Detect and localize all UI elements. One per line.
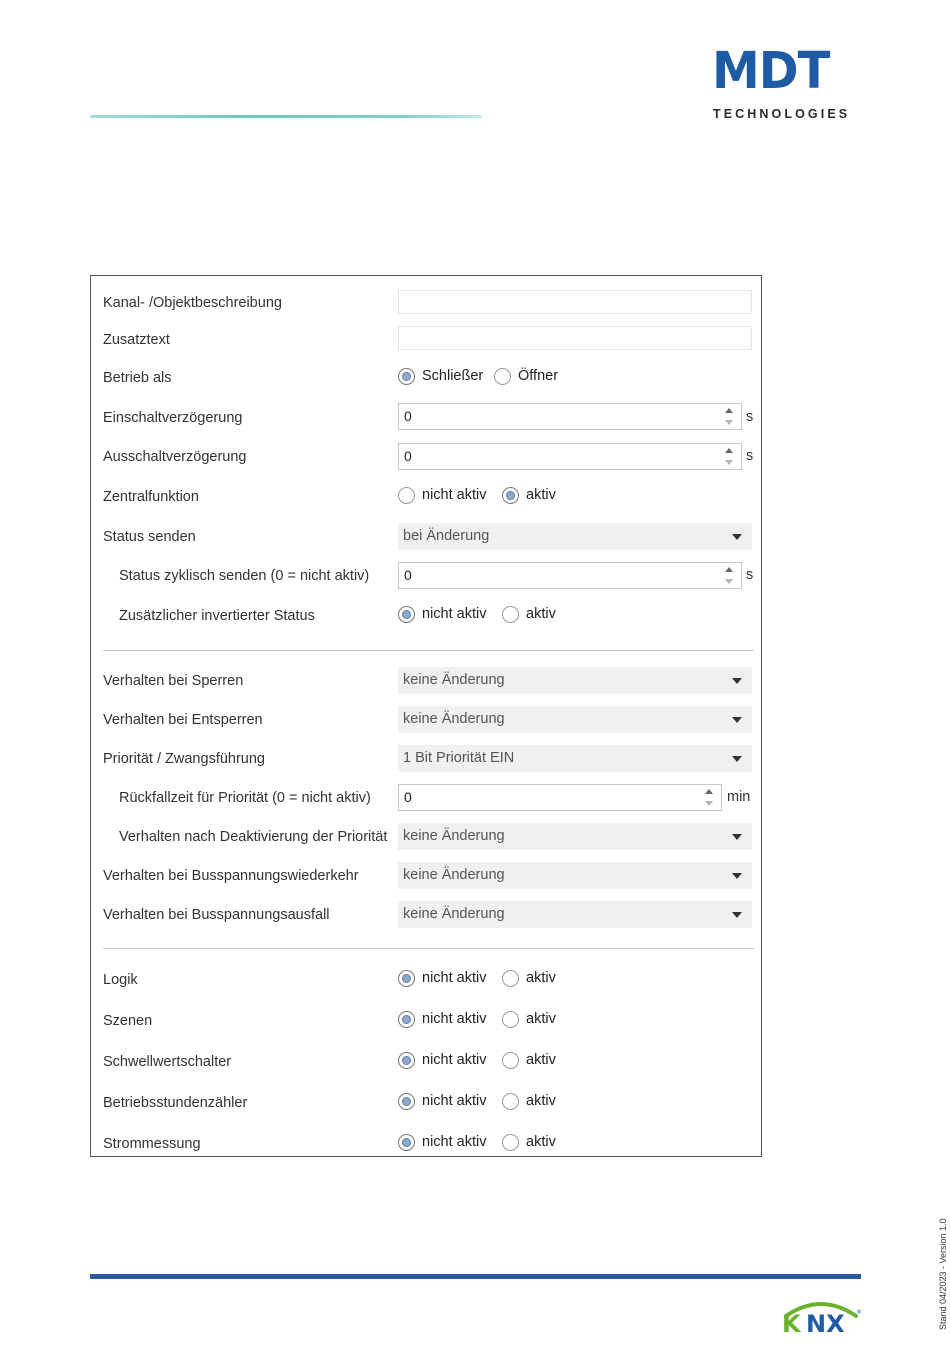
chevron-down-icon	[732, 678, 742, 684]
label-zusatztext: Zusatztext	[103, 332, 170, 348]
label-strommessung: Strommessung	[103, 1136, 201, 1152]
radio-betriebsstunden-nicht-aktiv-label: nicht aktiv	[422, 1093, 487, 1109]
label-prioritaet: Priorität / Zwangsführung	[103, 751, 265, 767]
label-ausschaltverzoegerung: Ausschaltverzögerung	[103, 449, 247, 465]
label-status-zyklisch: Status zyklisch senden (0 = nicht aktiv)	[119, 568, 370, 584]
spin-arrows-icon[interactable]	[705, 787, 715, 809]
svg-text:®: ®	[856, 1309, 862, 1316]
status-zyklisch-value: 0	[404, 567, 412, 583]
knx-logo-icon	[780, 1296, 862, 1336]
label-betriebsstundenzaehler: Betriebsstundenzähler	[103, 1095, 248, 1111]
mdt-logo	[712, 41, 862, 126]
ausschaltverzoegerung-spinbox[interactable]	[398, 443, 742, 470]
radio-szenen-nicht-aktiv[interactable]	[398, 1011, 415, 1028]
kanal-beschreibung-input[interactable]	[398, 290, 752, 314]
radio-invertiert-nicht-aktiv-label: nicht aktiv	[422, 606, 487, 622]
spin-arrows-icon[interactable]	[725, 565, 735, 587]
radio-szenen-nicht-aktiv-label: nicht aktiv	[422, 1011, 487, 1027]
busspannungswiederkehr-value: keine Änderung	[403, 867, 505, 883]
version-note: Stand 04/2023 - Version 1.0	[938, 1218, 948, 1330]
chevron-down-icon	[732, 912, 742, 918]
radio-invertiert-aktiv-label: aktiv	[526, 606, 556, 622]
label-busspannungswiederkehr: Verhalten bei Busspannungswiederkehr	[103, 868, 359, 884]
status-zyklisch-spinbox[interactable]	[398, 562, 742, 589]
radio-strommessung-aktiv[interactable]	[502, 1134, 519, 1151]
svg-text:K: K	[782, 1310, 801, 1336]
rueckfallzeit-unit: min	[727, 789, 751, 805]
radio-schwellwert-nicht-aktiv-label: nicht aktiv	[422, 1052, 487, 1068]
radio-szenen-aktiv[interactable]	[502, 1011, 519, 1028]
radio-zentral-nicht-aktiv[interactable]	[398, 487, 415, 504]
radio-schwellwert-nicht-aktiv[interactable]	[398, 1052, 415, 1069]
radio-invertiert-nicht-aktiv[interactable]	[398, 606, 415, 623]
label-schwellwertschalter: Schwellwertschalter	[103, 1054, 232, 1070]
busspannungsausfall-dropdown[interactable]	[398, 901, 752, 928]
radio-schliesser[interactable]	[398, 368, 415, 385]
chevron-down-icon	[732, 534, 742, 540]
chevron-down-icon	[732, 834, 742, 840]
einschaltverzoegerung-spinbox[interactable]	[398, 403, 742, 430]
busspannungsausfall-value: keine Änderung	[403, 906, 505, 922]
prioritaet-value: 1 Bit Priorität EIN	[403, 750, 515, 766]
radio-logik-nicht-aktiv[interactable]	[398, 970, 415, 987]
einschaltverzoegerung-unit: s	[746, 409, 754, 425]
radio-betriebsstunden-nicht-aktiv[interactable]	[398, 1093, 415, 1110]
label-verhalten-sperren: Verhalten bei Sperren	[103, 673, 244, 689]
radio-logik-aktiv-label: aktiv	[526, 970, 556, 986]
radio-betriebsstunden-aktiv[interactable]	[502, 1093, 519, 1110]
label-zentralfunktion: Zentralfunktion	[103, 489, 199, 505]
verhalten-entsperren-value: keine Änderung	[403, 711, 505, 727]
status-zyklisch-unit: s	[746, 567, 754, 583]
radio-oeffner-label: Öffner	[518, 368, 559, 384]
radio-zentral-aktiv-label: aktiv	[526, 487, 556, 503]
einschaltverzoegerung-value: 0	[404, 408, 412, 424]
spin-arrows-icon[interactable]	[725, 406, 735, 428]
chevron-down-icon	[732, 756, 742, 762]
svg-text:NX: NX	[806, 1310, 845, 1336]
label-kanal-beschreibung: Kanal- /Objektbeschreibung	[103, 295, 282, 311]
chevron-down-icon	[732, 873, 742, 879]
radio-strommessung-nicht-aktiv[interactable]	[398, 1134, 415, 1151]
radio-logik-aktiv[interactable]	[502, 970, 519, 987]
radio-oeffner[interactable]	[494, 368, 511, 385]
radio-strommessung-nicht-aktiv-label: nicht aktiv	[422, 1134, 487, 1150]
ausschaltverzoegerung-value: 0	[404, 448, 412, 464]
radio-schliesser-label: Schließer	[422, 368, 484, 384]
label-betrieb-als: Betrieb als	[103, 370, 172, 386]
chevron-down-icon	[732, 717, 742, 723]
radio-schwellwert-aktiv-label: aktiv	[526, 1052, 556, 1068]
ausschaltverzoegerung-unit: s	[746, 448, 754, 464]
mdt-logo-text: MDT	[712, 41, 830, 101]
footer-bar	[90, 1274, 861, 1279]
radio-zentral-nicht-aktiv-label: nicht aktiv	[422, 487, 487, 503]
label-invertierter-status: Zusätzlicher invertierter Status	[119, 608, 315, 624]
radio-logik-nicht-aktiv-label: nicht aktiv	[422, 970, 487, 986]
label-busspannungsausfall: Verhalten bei Busspannungsausfall	[103, 907, 330, 923]
section-divider	[103, 650, 754, 651]
rueckfallzeit-spinbox[interactable]	[398, 784, 722, 811]
label-verhalten-entsperren: Verhalten bei Entsperren	[103, 712, 263, 728]
radio-szenen-aktiv-label: aktiv	[526, 1011, 556, 1027]
header-accent-line	[90, 115, 482, 118]
status-senden-value: bei Änderung	[403, 528, 490, 544]
spin-arrows-icon[interactable]	[725, 446, 735, 468]
verhalten-sperren-value: keine Änderung	[403, 672, 505, 688]
label-logik: Logik	[103, 972, 138, 988]
radio-invertiert-aktiv[interactable]	[502, 606, 519, 623]
label-rueckfallzeit: Rückfallzeit für Priorität (0 = nicht aktiv)	[119, 790, 371, 806]
radio-zentral-aktiv[interactable]	[502, 487, 519, 504]
verhalten-sperren-dropdown[interactable]	[398, 667, 752, 694]
label-status-senden: Status senden	[103, 529, 196, 545]
mdt-logo-subtitle: TECHNOLOGIES	[713, 107, 851, 121]
radio-betriebsstunden-aktiv-label: aktiv	[526, 1093, 556, 1109]
section-divider	[103, 948, 754, 949]
deaktivierung-dropdown[interactable]	[398, 823, 752, 850]
zusatztext-input[interactable]	[398, 326, 752, 350]
prioritaet-dropdown[interactable]	[398, 745, 752, 772]
verhalten-entsperren-dropdown[interactable]	[398, 706, 752, 733]
radio-strommessung-aktiv-label: aktiv	[526, 1134, 556, 1150]
status-senden-dropdown[interactable]	[398, 523, 752, 550]
label-deaktivierung: Verhalten nach Deaktivierung der Priorität	[119, 829, 388, 845]
radio-schwellwert-aktiv[interactable]	[502, 1052, 519, 1069]
deaktivierung-value: keine Änderung	[403, 828, 505, 844]
rueckfallzeit-value: 0	[404, 789, 412, 805]
label-einschaltverzoegerung: Einschaltverzögerung	[103, 410, 243, 426]
busspannungswiederkehr-dropdown[interactable]	[398, 862, 752, 889]
label-szenen: Szenen	[103, 1013, 153, 1029]
